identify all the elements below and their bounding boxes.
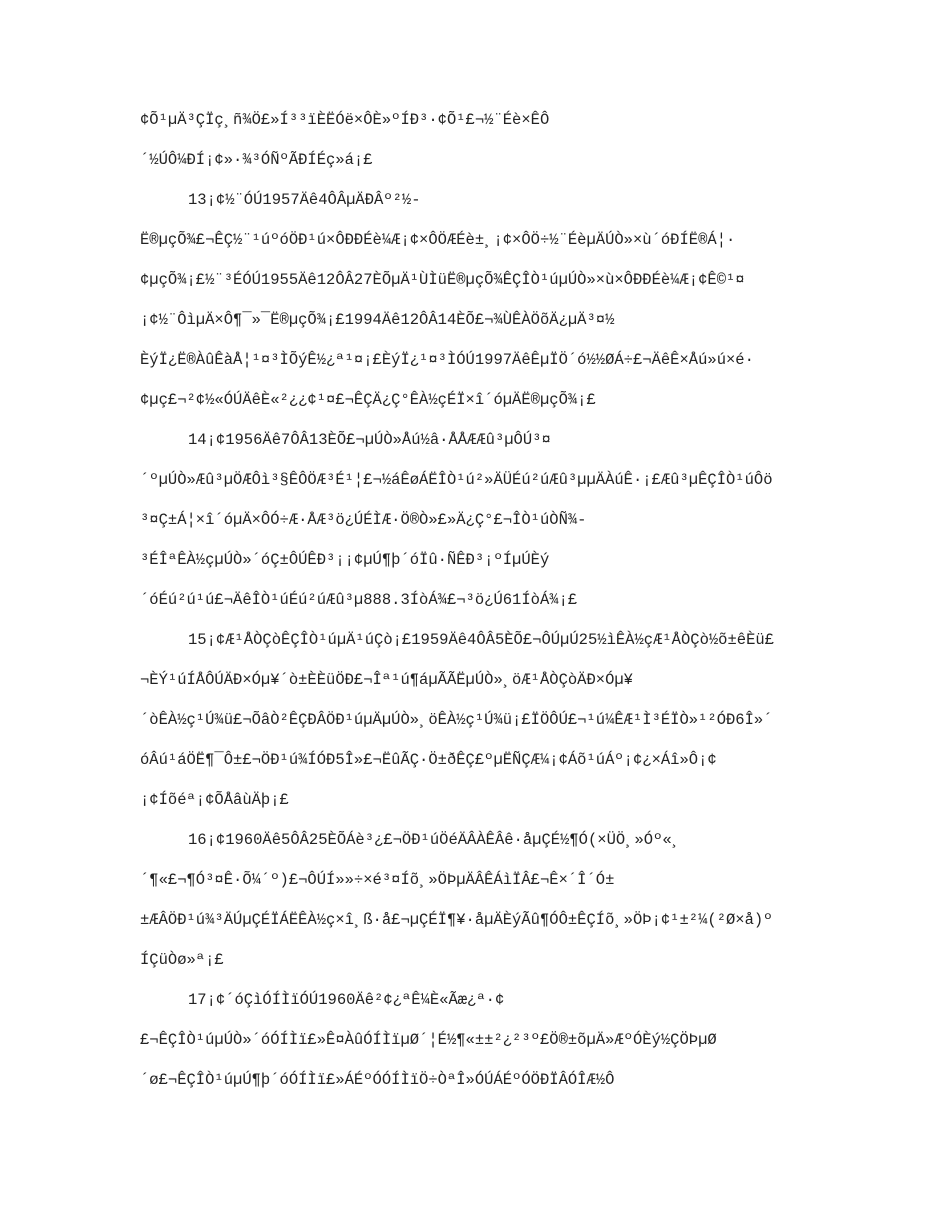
text-line: £¬ÊÇÎÒ¹úµÚÒ»´óÓÍÌï£»Ê¤ÀûÓÍÌïµØ´¦É½¶«±±²¿²³º£Ö®±õµÄ»ÆºÓÈý½ÇÖÞµØ <box>140 1031 717 1049</box>
text-line: ¢µçÕ¾¡£½¨³ÉÓÚ1955Äê12ÔÂ27ÈÕµÄ¹ÙÌüË®µçÕ¾ÊÇÎÒ¹úµÚÒ»×ù×ÔÐÐÉè¼Æ¡¢Ê©¹¤ <box>140 271 745 289</box>
paragraph-start-15: 15¡¢Æ¹ÅÒÇòÊÇÎÒ¹úµÄ¹úÇò¡£1959Äê4ÔÂ5ÈÕ£¬ÔÚµÚ25½ìÊÀ½çÆ¹ÅÒÇò½õ±êÈü£ <box>188 631 774 649</box>
paragraph-start-13: 13¡¢½¨ÓÚ1957Äê4ÔÂµÄÐÂº²½- <box>188 191 421 209</box>
text-line: ¡¢½¨ÔìµÄ×Ô¶¯»¯Ë®µçÕ¾¡£1994Äê12ÔÂ14ÈÕ£¬¾ÙÊÀÖõÄ¿µÄ³¤½ <box>140 311 615 329</box>
text-line: ³¤Ç±Á¦×î´óµÄ×ÔÓ÷Æ·ÅÆ³ö¿ÚÉÌÆ·Ö®Ò»£»Ä¿Ç°£¬ÎÒ¹úÒÑ¾- <box>140 511 587 529</box>
paragraph-start-14: 14¡¢1956Äê7ÔÂ13ÈÕ£¬µÚÒ»Åú½â·ÅÅÆÆû³µÔÚ³¤ <box>188 431 551 449</box>
text-line: ÈýÏ¿Ë®ÀûÊàÅ¦¹¤³ÌÕýÊ½¿ª¹¤¡£ÈýÏ¿¹¤³ÌÓÚ1997ÄêÊµÏÖ´ó½½ØÁ÷£¬ÄêÊ×Åú»ú×é· <box>140 351 754 369</box>
text-line: Ë®µçÕ¾£¬ÊÇ½¨¹úºóÖÐ¹ú×ÔÐÐÉè¼Æ¡¢×ÔÖÆÉè±¸¡¢×ÔÖ÷½¨ÉèµÄÚÒ»×ù´óÐÍË®Á¦· <box>140 231 736 249</box>
paragraph-start-16: 16¡¢1960Äê5ÔÂ25ÈÕÁè³¿£¬ÖÐ¹úÖéÄÂÀÊÂê·åµÇÉ½¶Ó(×ÜÖ¸»Óº«¸ <box>188 831 681 849</box>
paragraph-start-17: 17¡¢´óÇìÓÍÌïÓÚ1960Äê²¢¿ªÊ¼È«Ãæ¿ª·¢ <box>188 991 505 1009</box>
text-line: ´½ÚÔ¼ÐÍ¡¢»·¾³ÓÑºÃÐÍÉç»á¡£ <box>140 151 373 169</box>
text-line: ´ø£¬ÊÇÎÒ¹úµÚ¶þ´óÓÍÌï£»ÁÉºÓÓÍÌïÖ÷ÒªÎ»ÓÚÁÉºÓÖÐÏÂÓÎÆ½Ô <box>140 1071 615 1089</box>
text-line: ±ÆÂÖÐ¹ú¾³ÄÚµÇÉÏÁËÊÀ½ç×î¸ß·å£¬µÇÉÏ¶¥·åµÄÈýÃû¶ÓÔ±ÊÇÍõ¸»ÖÞ¡¢¹±²¼(²Ø×å)º <box>140 911 773 929</box>
text-line: ´¶«£¬¶Ó³¤Ê·Õ¼´º)£¬ÔÚÍ»»÷×é³¤Íõ¸»ÖÞµÄÂÊÁìÏÂ£¬Ê×´Î´Ó± <box>140 871 615 889</box>
text-line: ¢µç£¬²¢½«ÓÚÄêÈ«²¿¿¢¹¤£¬ÊÇÄ¿Ç°ÊÀ½çÉÏ×î´óµÄË®µçÕ¾¡£ <box>140 391 596 409</box>
text-line: ´óÉú²ú¹ú£¬ÄêÎÒ¹úÉú²úÆû³µ888.3ÍòÁ¾£¬³ö¿Ú61ÍòÁ¾¡£ <box>140 591 578 609</box>
text-line: ¢Õ¹µÄ³ÇÏç¸ñ¾Ö£»Í³³ïÈËÓë×ÔÈ»ºÍÐ³·¢Õ¹£¬½¨Éè×ÊÔ <box>140 111 550 129</box>
text-line: ¬ÈÝ¹úÍÅÔÚÄÐ×Óµ¥´ò±ÈÈüÖÐ£¬Îª¹ú¶áµÃÃËµÚÒ»¸öÆ¹ÅÒÇòÄÐ×Óµ¥ <box>140 671 633 689</box>
text-line: ¡¢Íõéª¡¢ÕÅâùÄþ¡£ <box>140 791 289 809</box>
text-line: ÍÇüÒø»ª¡£ <box>140 951 224 969</box>
text-line: ´òÊÀ½ç¹Ú¾ü£¬ÕâÒ²ÊÇÐÂÖÐ¹úµÄµÚÒ»¸öÊÀ½ç¹Ú¾ü¡£ÏÖÔÚ£¬¹ú¼ÊÆ¹Ì³ÉÏÒ»¹²ÓÐ6Î»´ <box>140 711 773 729</box>
text-line: ´ºµÚÒ»Æû³µÖÆÔì³§ÊÔÖÆ³É¹¦£¬½áÊøÁËÎÒ¹ú²»ÄÜÉú²úÆû³µµÄÀúÊ·¡£Æû³µÊÇÎÒ¹úÔö <box>140 471 773 489</box>
text-line: óÂú¹áÖË¶¯Ô±£¬ÖÐ¹ú¾ÍÓÐ5Î»£¬ËûÃÇ·Ö±ðÊÇ£ºµËÑÇÆ¼¡¢Áõ¹úÁº¡¢¿×Áî»Ô¡¢ <box>140 751 717 769</box>
text-line: ³ÉÎªÊÀ½çµÚÒ»´óÇ±ÔÚÊÐ³¡¡¢µÚ¶þ´óÏû·ÑÊÐ³¡ºÍµÚÈý <box>140 551 550 569</box>
